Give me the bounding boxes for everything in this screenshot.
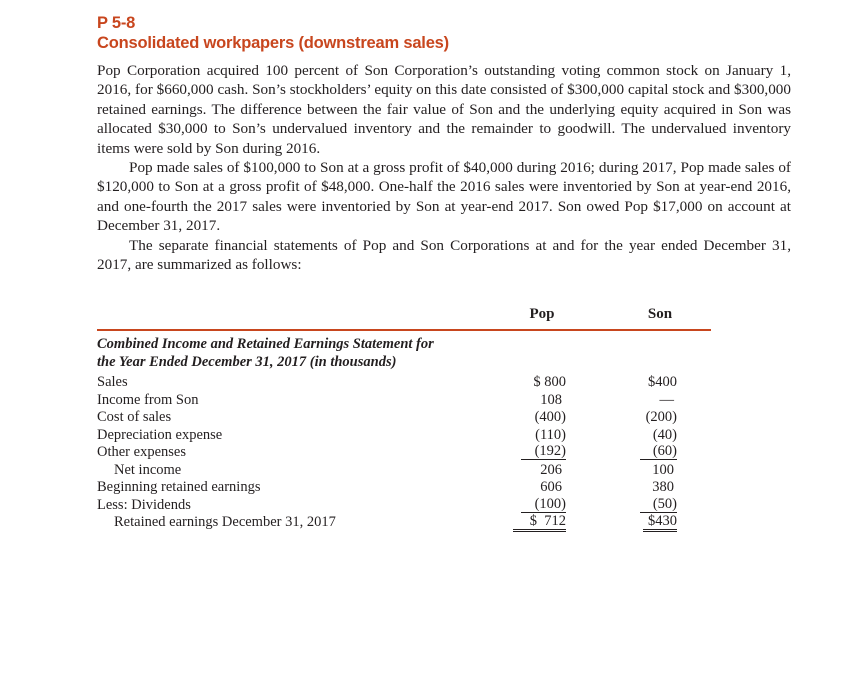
statement-title-line-1: Combined Income and Retained Earnings Statement for (97, 336, 434, 352)
column-header-pop: Pop (529, 306, 555, 322)
table-row-net-income (97, 461, 697, 479)
table-row-income-from-son (97, 391, 697, 409)
son-value: $400 (648, 374, 677, 390)
row-label: Retained earnings December 31, 2017 (114, 514, 336, 530)
row-label: Income from Son (97, 392, 199, 408)
paragraph-statements-intro: The separate financial statements of Pop and Son Corporations at and for the year ended December 31, 2017, are summarized as follows: (97, 236, 791, 274)
paragraph-intercompany-sales: Pop made sales of $100,000 to Son at a gross profit of $40,000 during 2016; during 2017, Pop made sales of $120,000 to Son at a gross profit of $48,000. One-half the 2016 sales were inventoried by Son at year-end 2016, and one-fourth the 2017 sales were inventoried by Son at year-end 2017. Son owed Pop $17,000 on account at December 31, 2017. (97, 159, 791, 235)
row-label: Beginning retained earnings (97, 479, 261, 495)
row-label: Cost of sales (97, 409, 172, 425)
row-label: Depreciation expense (97, 427, 223, 443)
pop-value: 108 (540, 392, 562, 408)
table-row-other-expenses (97, 443, 697, 461)
son-value: (40) (652, 427, 677, 443)
pop-value: 206 (540, 462, 562, 478)
son-value: 100 (652, 462, 674, 478)
problem-title: Consolidated workpapers (downstream sales) (97, 34, 449, 52)
header-divider (97, 329, 711, 331)
pop-value: $ 712 (513, 513, 566, 532)
statement-title-line-2: the Year Ended December 31, 2017 (in thousands) (97, 353, 397, 370)
row-label: Less: Dividends (97, 497, 191, 513)
son-value: (200) (645, 409, 677, 425)
son-value: (50) (640, 496, 677, 513)
row-label: Net income (114, 462, 182, 478)
problem-body (97, 61, 791, 274)
son-value: $430 (643, 513, 677, 532)
table-row-sales (97, 373, 697, 391)
pop-value: 606 (540, 479, 562, 495)
row-label: Other expenses (97, 444, 186, 460)
son-value: (60) (640, 443, 677, 460)
table-row-depreciation (97, 426, 697, 444)
son-value: — (659, 392, 674, 408)
problem-number: P 5-8 (97, 14, 136, 32)
table-row-cost-of-sales (97, 408, 697, 426)
statement-title (97, 336, 517, 371)
pop-value: (192) (521, 443, 566, 460)
pop-value: $ 800 (533, 374, 566, 390)
table-row-beginning-retained (97, 478, 697, 496)
table-row-dividends (97, 496, 697, 514)
pop-value: (400) (534, 409, 566, 425)
pop-value: (110) (535, 427, 566, 443)
table-row-ending-retained (97, 513, 697, 531)
son-value: 380 (652, 479, 674, 495)
column-header-son: Son (647, 306, 673, 322)
row-label: Sales (97, 374, 128, 390)
pop-value: (100) (521, 496, 566, 513)
paragraph-acquisition: Pop Corporation acquired 100 percent of Son Corporation’s outstanding voting common stock on January 1, 2016, for $660,000 cash. Son’s stockholders’ equity on this date consisted of $300,000 capital stock and $300,000 retained earnings. The difference between the fair value of Son and the underlying equity acquired in Son was allocated $30,000 to Son’s undervalued inventory and the remainder to goodwill. The undervalued inventory items were sold by Son during 2016. (97, 62, 791, 157)
